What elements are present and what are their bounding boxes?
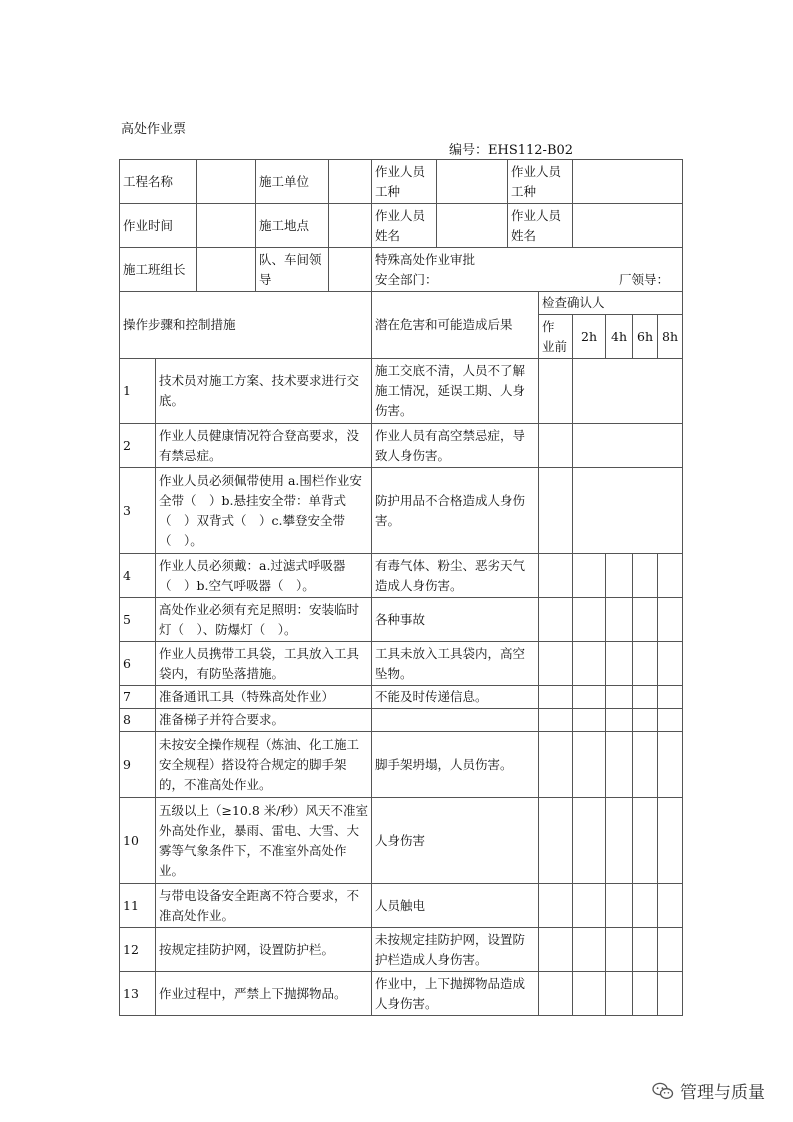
- table-row: [120, 972, 683, 1016]
- table-row: [120, 554, 683, 598]
- check-before[interactable]: [539, 598, 573, 642]
- row-number: 1: [120, 359, 156, 424]
- check-4h[interactable]: [606, 928, 633, 972]
- control-measure: 准备通讯工具（特殊高处作业）: [156, 686, 372, 709]
- check-2h[interactable]: [573, 686, 606, 709]
- check-8h[interactable]: [658, 554, 683, 598]
- check-before[interactable]: [539, 642, 573, 686]
- row-number: 13: [120, 972, 156, 1016]
- check-before[interactable]: [539, 709, 573, 732]
- check-6h[interactable]: [633, 928, 658, 972]
- wechat-icon: [652, 1082, 674, 1100]
- check-2h[interactable]: [573, 732, 606, 798]
- project-name-label: 工程名称: [120, 160, 197, 204]
- check-before[interactable]: [539, 424, 573, 468]
- hazard-consequence: 人员触电: [372, 884, 539, 928]
- col-hazards-header: 潜在危害和可能造成后果: [372, 292, 539, 359]
- construction-unit-field[interactable]: [329, 160, 372, 204]
- row-number: 8: [120, 709, 156, 732]
- col-checker-header: 检查确认人: [539, 292, 683, 315]
- hazard-consequence: 人身伤害: [372, 798, 539, 884]
- check-8h[interactable]: [658, 972, 683, 1016]
- control-measure: 作业人员携带工具袋，工具放入工具袋内，有防坠落措施。: [156, 642, 372, 686]
- row-number: 4: [120, 554, 156, 598]
- check-before[interactable]: [539, 972, 573, 1016]
- col-2h-header: 2h: [573, 315, 606, 359]
- check-before[interactable]: [539, 468, 573, 554]
- check-8h[interactable]: [658, 709, 683, 732]
- check-2h[interactable]: [573, 554, 606, 598]
- table-row: [120, 884, 683, 928]
- hazard-consequence: 作业人员有高空禁忌症，导致人身伤害。: [372, 424, 539, 468]
- check-6h[interactable]: [633, 598, 658, 642]
- special-approval-cell: [372, 248, 683, 292]
- check-8h[interactable]: [658, 732, 683, 798]
- check-4h[interactable]: [606, 709, 633, 732]
- row-number: 2: [120, 424, 156, 468]
- construction-unit-label: 施工单位: [256, 160, 329, 204]
- control-measure: 高处作业必须有充足照明：安装临时灯（ ）、防爆灯（ ）。: [156, 598, 372, 642]
- worker-name-label-a: 作业人员姓名: [372, 204, 437, 248]
- check-4h[interactable]: [606, 732, 633, 798]
- check-2h[interactable]: [573, 972, 606, 1016]
- check-4h[interactable]: [606, 598, 633, 642]
- table-row: [120, 928, 683, 972]
- work-permit-table: [119, 159, 683, 1016]
- check-2h[interactable]: [573, 928, 606, 972]
- hazard-consequence: [372, 709, 539, 732]
- check-4h[interactable]: [606, 686, 633, 709]
- row-number: 9: [120, 732, 156, 798]
- check-6h[interactable]: [633, 972, 658, 1016]
- worker-name-field-b[interactable]: [573, 204, 683, 248]
- worker-type-label-b: 作业人员工种: [508, 160, 573, 204]
- check-2h[interactable]: [573, 598, 606, 642]
- hazard-consequence: 有毒气体、粉尘、恶劣天气造成人身伤害。: [372, 554, 539, 598]
- work-time-label: 作业时间: [120, 204, 197, 248]
- col-8h-header: 8h: [658, 315, 683, 359]
- construction-site-field[interactable]: [329, 204, 372, 248]
- control-measure: 按规定挂防护网，设置防护栏。: [156, 928, 372, 972]
- row-number: 6: [120, 642, 156, 686]
- dept-leader-label: 队、车间领导: [256, 248, 329, 292]
- table-row: [120, 732, 683, 798]
- dept-leader-field[interactable]: [329, 248, 372, 292]
- hazard-consequence: 不能及时传递信息。: [372, 686, 539, 709]
- col-6h-header: 6h: [633, 315, 658, 359]
- col-steps-header: 操作步骤和控制措施: [120, 292, 372, 359]
- table-row: [120, 468, 683, 554]
- check-6h[interactable]: [633, 884, 658, 928]
- check-before[interactable]: [539, 884, 573, 928]
- control-measure: 作业人员必须佩带使用 a.围栏作业安全带（ ）b.悬挂安全带：单背式（ ）双背式（ ）c.攀登安全带（ ）。: [156, 468, 372, 554]
- check-before[interactable]: [539, 928, 573, 972]
- hazard-consequence: 未按规定挂防护网，设置防护栏造成人身伤害。: [372, 928, 539, 972]
- check-6h[interactable]: [633, 642, 658, 686]
- hazard-consequence: 施工交底不清，人员不了解施工情况，延误工期、人身伤害。: [372, 359, 539, 424]
- check-8h[interactable]: [658, 642, 683, 686]
- header-row-3: [120, 248, 683, 292]
- check-6h[interactable]: [633, 686, 658, 709]
- hazard-consequence: 脚手架坍塌，人员伤害。: [372, 732, 539, 798]
- check-4h[interactable]: [606, 642, 633, 686]
- control-measure: 未按安全操作规程（炼油、化工施工安全规程）搭设符合规定的脚手架的，不准高处作业。: [156, 732, 372, 798]
- worker-type-label-a: 作业人员工种: [372, 160, 437, 204]
- special-approval-label: 特殊高处作业审批: [375, 251, 476, 267]
- worker-type-field-b[interactable]: [573, 160, 683, 204]
- team-leader-field[interactable]: [197, 248, 256, 292]
- check-6h[interactable]: [633, 709, 658, 732]
- check-8h[interactable]: [658, 598, 683, 642]
- row-number: 11: [120, 884, 156, 928]
- worker-type-field-a[interactable]: [437, 160, 508, 204]
- watermark-text: 管理与质量: [680, 1083, 765, 1103]
- check-6h[interactable]: [633, 798, 658, 884]
- table-row: [120, 359, 683, 424]
- control-measure: 技术员对施工方案、技术要求进行交底。: [156, 359, 372, 424]
- worker-name-field-a[interactable]: [437, 204, 508, 248]
- control-measure: 准备梯子并符合要求。: [156, 709, 372, 732]
- document-number: 编号：EHS112-B02: [449, 143, 574, 158]
- check-4h[interactable]: [606, 884, 633, 928]
- table-row: [120, 798, 683, 884]
- check-8h[interactable]: [658, 928, 683, 972]
- check-before[interactable]: [539, 732, 573, 798]
- check-interval[interactable]: [573, 468, 683, 554]
- hazard-consequence: 工具未放入工具袋内，高空坠物。: [372, 642, 539, 686]
- check-before[interactable]: [539, 686, 573, 709]
- check-8h[interactable]: [658, 798, 683, 884]
- check-4h[interactable]: [606, 972, 633, 1016]
- factory-leader-label: 厂领导：: [619, 271, 670, 287]
- control-measure: 五级以上（≥10.8 米/秒）风天不准室外高处作业，暴雨、雷电、大雪、大雾等气象条件下，不准室外高处作业。: [156, 798, 372, 884]
- header-row-2: [120, 204, 683, 248]
- check-6h[interactable]: [633, 554, 658, 598]
- check-4h[interactable]: [606, 554, 633, 598]
- check-2h[interactable]: [573, 884, 606, 928]
- row-number: 7: [120, 686, 156, 709]
- row-number: 10: [120, 798, 156, 884]
- team-leader-label: 施工班组长: [120, 248, 197, 292]
- safety-dept-label: 安全部门：: [375, 271, 438, 287]
- check-8h[interactable]: [658, 884, 683, 928]
- col-before-header: 作 业前: [539, 315, 573, 359]
- table-row: [120, 424, 683, 468]
- worker-name-label-b: 作业人员姓名: [508, 204, 573, 248]
- control-measure: 作业人员必须戴：a.过滤式呼吸器（ ）b.空气呼吸器（ ）。: [156, 554, 372, 598]
- header-row-1: [120, 160, 683, 204]
- construction-site-label: 施工地点: [256, 204, 329, 248]
- control-measure: 与带电设备安全距离不符合要求，不准高处作业。: [156, 884, 372, 928]
- check-2h[interactable]: [573, 642, 606, 686]
- control-measure: 作业人员健康情况符合登高要求，没有禁忌症。: [156, 424, 372, 468]
- watermark: [652, 1078, 765, 1103]
- approval-signatures: [375, 270, 679, 290]
- table-row: [120, 598, 683, 642]
- page-title: 高处作业票: [121, 122, 187, 137]
- row-number: 3: [120, 468, 156, 554]
- project-name-field[interactable]: [197, 160, 256, 204]
- work-time-field[interactable]: [197, 204, 256, 248]
- col-4h-header: 4h: [606, 315, 633, 359]
- table-row: [120, 686, 683, 709]
- check-before[interactable]: [539, 798, 573, 884]
- check-interval[interactable]: [573, 424, 683, 468]
- check-interval[interactable]: [573, 359, 683, 424]
- column-header-row-1: [120, 292, 683, 315]
- hazard-consequence: 各种事故: [372, 598, 539, 642]
- check-4h[interactable]: [606, 798, 633, 884]
- check-before[interactable]: [539, 359, 573, 424]
- hazard-consequence: 防护用品不合格造成人身伤害。: [372, 468, 539, 554]
- check-6h[interactable]: [633, 732, 658, 798]
- row-number: 12: [120, 928, 156, 972]
- row-number: 5: [120, 598, 156, 642]
- check-2h[interactable]: [573, 798, 606, 884]
- check-8h[interactable]: [658, 686, 683, 709]
- hazard-consequence: 作业中，上下抛掷物品造成人身伤害。: [372, 972, 539, 1016]
- check-2h[interactable]: [573, 709, 606, 732]
- table-row: [120, 709, 683, 732]
- table-row: [120, 642, 683, 686]
- control-measure: 作业过程中，严禁上下抛掷物品。: [156, 972, 372, 1016]
- check-before[interactable]: [539, 554, 573, 598]
